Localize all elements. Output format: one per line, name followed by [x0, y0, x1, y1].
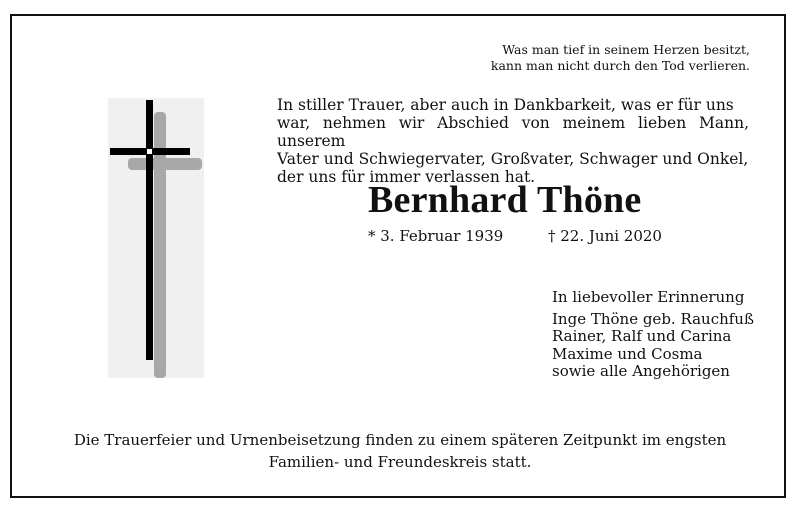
cross-shadow-horizontal — [128, 158, 202, 170]
motto-line: kann man nicht durch den Tod verlieren. — [490, 58, 750, 73]
motto — [491, 42, 750, 74]
intro-text — [277, 96, 749, 186]
birth-date: * 3. Februar 1939 — [368, 227, 504, 245]
service-line: Familien- und Freundeskreis statt. — [268, 453, 532, 471]
mourner-line: Maxime und Cosma — [552, 344, 703, 363]
cross-graphic — [108, 98, 204, 378]
deceased-name: Bernhard Thöne — [368, 179, 642, 221]
mourners-heading: In liebevoller Erinnerung — [552, 288, 745, 306]
mourner-line: Rainer, Ralf und Carina — [552, 327, 732, 345]
cross-center — [147, 149, 152, 154]
motto-line: Was man tief in seinem Herzen besitzt, — [502, 42, 750, 57]
intro-line: war, nehmen wir Abschied von meinem lieben Mann, unserem — [277, 114, 749, 150]
service-notice — [40, 429, 760, 473]
cross-vertical — [146, 100, 153, 360]
mourners-block — [552, 289, 754, 381]
mourner-line: sowie alle Angehörigen — [552, 362, 730, 380]
intro-line: der uns für immer verlassen hat. — [277, 168, 536, 186]
death-date: † 22. Juni 2020 — [548, 227, 662, 245]
intro-line: In stiller Trauer, aber auch in Dankbarkeit, was er für uns — [277, 96, 734, 114]
cross-icon — [108, 98, 204, 378]
mourner-line: Inge Thöne geb. Rauchfuß — [552, 309, 754, 328]
intro-line: Vater und Schwiegervater, Großvater, Schwager und Onkel, — [277, 150, 749, 168]
service-line: Die Trauerfeier und Urnenbeisetzung finden zu einem späteren Zeitpunkt im engsten — [73, 431, 727, 449]
